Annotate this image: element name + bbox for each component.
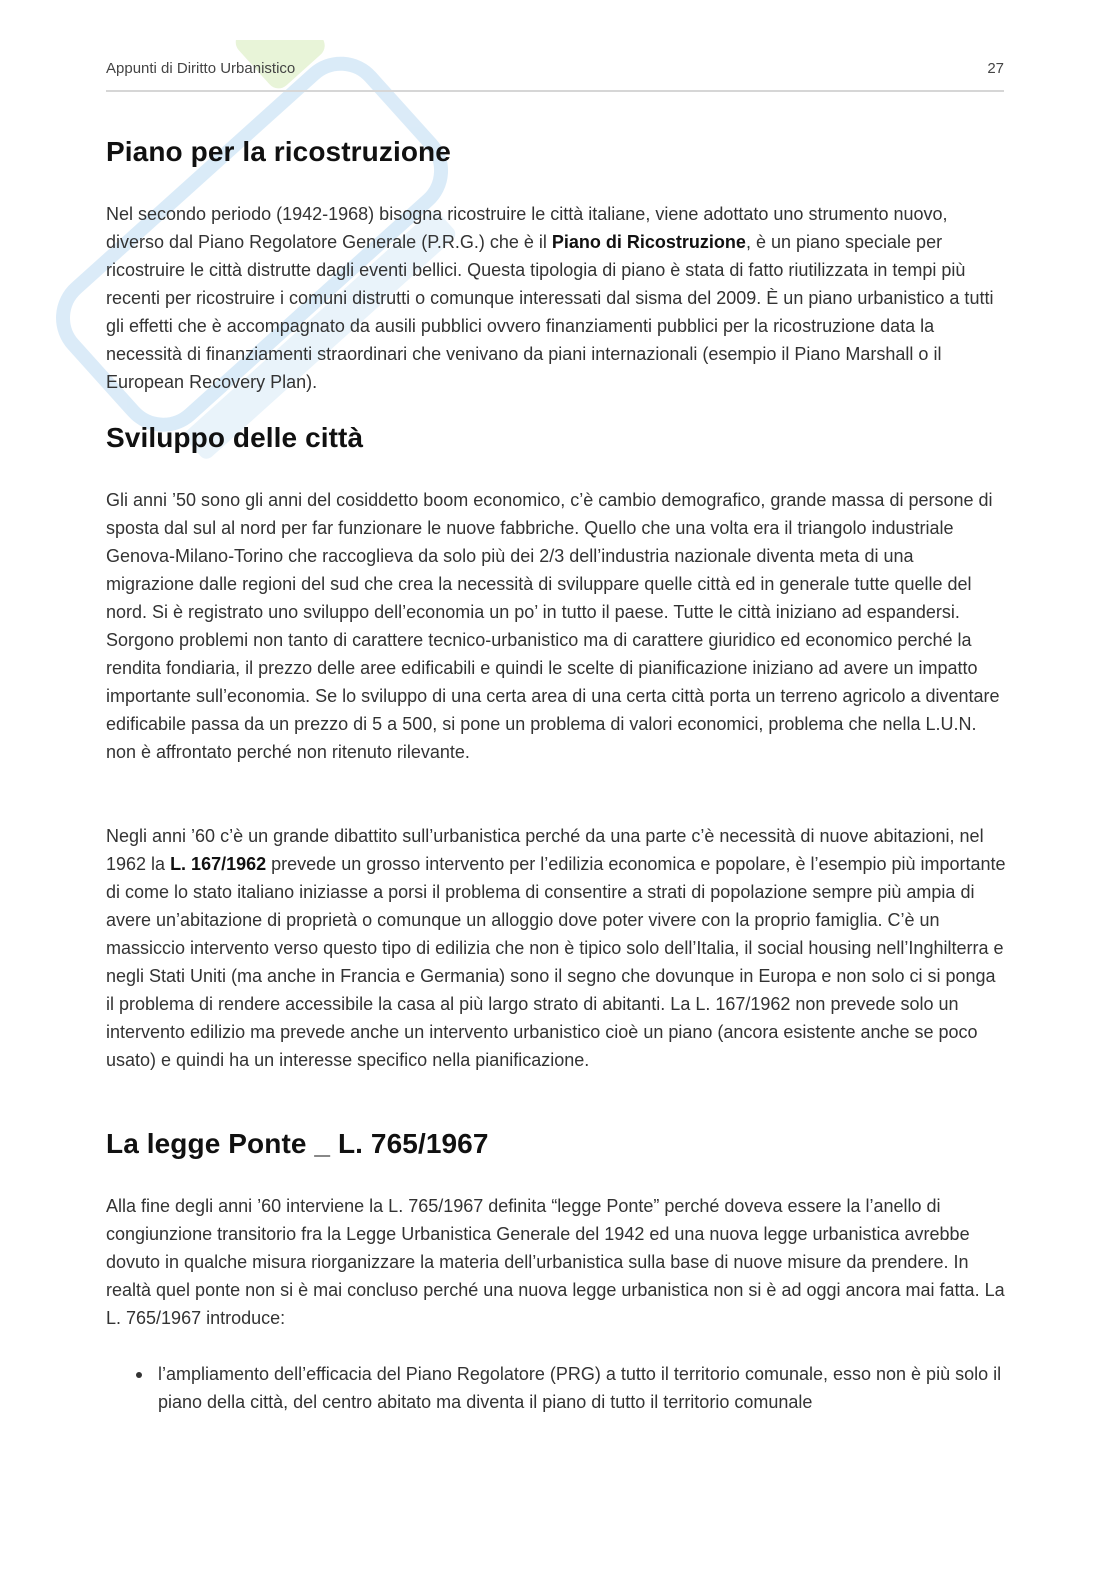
section-heading-legge-ponte: La legge Ponte _ L. 765/1967 (106, 1128, 489, 1159)
paragraph-ricostruzione (106, 200, 1006, 396)
bullet-list (106, 1360, 1004, 1416)
paragraph-legge-ponte: Alla fine degli anni ’60 interviene la L. 765/1967 definita “legge Ponte” perché doveva essere la l’anello di congiunzione transitorio fra la Legge Urbanistica Generale del 1942 ed una nuova legge urbanistica avrebbe dovuto in qualche misura riorganizzare la materia dell’urbanistica sulla base di nuove misure da prendere. In realtà quel ponte non si è mai concluso perché una nuova legge urbanistica non si è ad oggi ancora mai fatta. La L. 765/1967 introduce: (106, 1196, 1005, 1328)
bullet-icon (136, 1372, 142, 1378)
page-header (106, 58, 1004, 92)
paragraph-sviluppo-2 (106, 822, 1006, 1074)
section-heading-ricostruzione: Piano per la ricostruzione (106, 136, 451, 167)
text-run: Nel secondo periodo (1942-1968) bisogna ricostruire le città italiane, viene adottato uno strumento nuovo, diverso dal Piano Regolatore Generale (P.R.G.) che è il (106, 204, 948, 252)
text-run: , è un piano speciale per ricostruire le città distrutte dagli eventi bellici. Questa tipologia di piano è stata di fatto riutilizzata in tempi più recenti per ricostruire i comuni distrutti o comunque interessati dal sisma del 2009. È un piano urbanistico a tutti gli effetti che è accompagnato da ausili pubblici ovvero finanziamenti pubblici per la ricostruzione data la necessità di finanziamenti straordinari che venivano da piani internazionali (esempio il Piano Marshall o il European Recovery Plan). (106, 232, 994, 392)
list-item-text: l’ampliamento dell’efficacia del Piano Regolatore (PRG) a tutto il territorio comunale, esso non è più solo il piano della città, del centro abitato ma diventa il piano di tutto il territorio comunale (158, 1364, 1002, 1412)
bold-term: L. 167/1962 (170, 854, 267, 874)
list-item (106, 1360, 1004, 1416)
section-heading-sviluppo: Sviluppo delle città (106, 422, 364, 453)
bold-term: Piano di Ricostruzione (551, 232, 746, 252)
page-number: 27 (987, 60, 1004, 77)
text-run: Negli anni ’60 c’è un grande dibattito sull’urbanistica perché da una parte c’è necessità di nuove abitazioni, nel 1962 la (106, 826, 984, 874)
document-title: Appunti di Diritto Urbanistico (106, 60, 296, 77)
text-run: prevede un grosso intervento per l’edilizia economica e popolare, è l’esempio più importante di come lo stato italiano iniziasse a porsi il problema di consentire a strati di popolazione sempre più ampia di avere un’abitazione di proprietà o comunque un alloggio dove poter vivere con la proprio famiglia. C’è un massiccio intervento verso questo tipo di edilizia che non è tipico solo dell’Italia, il social housing nell’Inghilterra e negli Stati Uniti (ma anche in Francia e Germania) sono il segno che dovunque in Europa e non solo ci si ponga il problema di rendere accessibile la casa al più largo strato di abitanti. La L. 167/1962 non prevede solo un intervento edilizio ma prevede anche un intervento urbanistico cioè un piano (ancora esistente anche se poco usato) e quindi ha un interesse specifico nella pianificazione. (106, 854, 1006, 1070)
paragraph-sviluppo-1: Gli anni ’50 sono gli anni del cosiddetto boom economico, c’è cambio demografico, grande massa di persone di sposta dal sul al nord per far funzionare le nuove fabbriche. Quello che una volta era il triangolo industriale Genova-Milano-Torino che raccoglieva da solo più dei 2/3 dell’industria nazionale diventa meta di una migrazione dalle regioni del sud che crea la necessità di sviluppare quelle città ed in generale tutte quelle del nord. Si è registrato uno sviluppo dell’economia un po’ in tutto il paese. Tutte le città iniziano ad espandersi. Sorgono problemi non tanto di carattere tecnico-urbanistico ma di carattere giuridico ed economico perché la rendita fondiaria, il prezzo delle aree edificabili e quindi le scelte di pianificazione iniziano ad avere un impatto importante sull’economia. Se lo sviluppo di una certa area di una certa città porta un terreno agricolo a diventare edificabile passa da un prezzo di 5 a 500, si pone un problema di valori economici, problema che nella L.U.N. non è affrontato perché non ritenuto rilevante. (106, 490, 1000, 762)
